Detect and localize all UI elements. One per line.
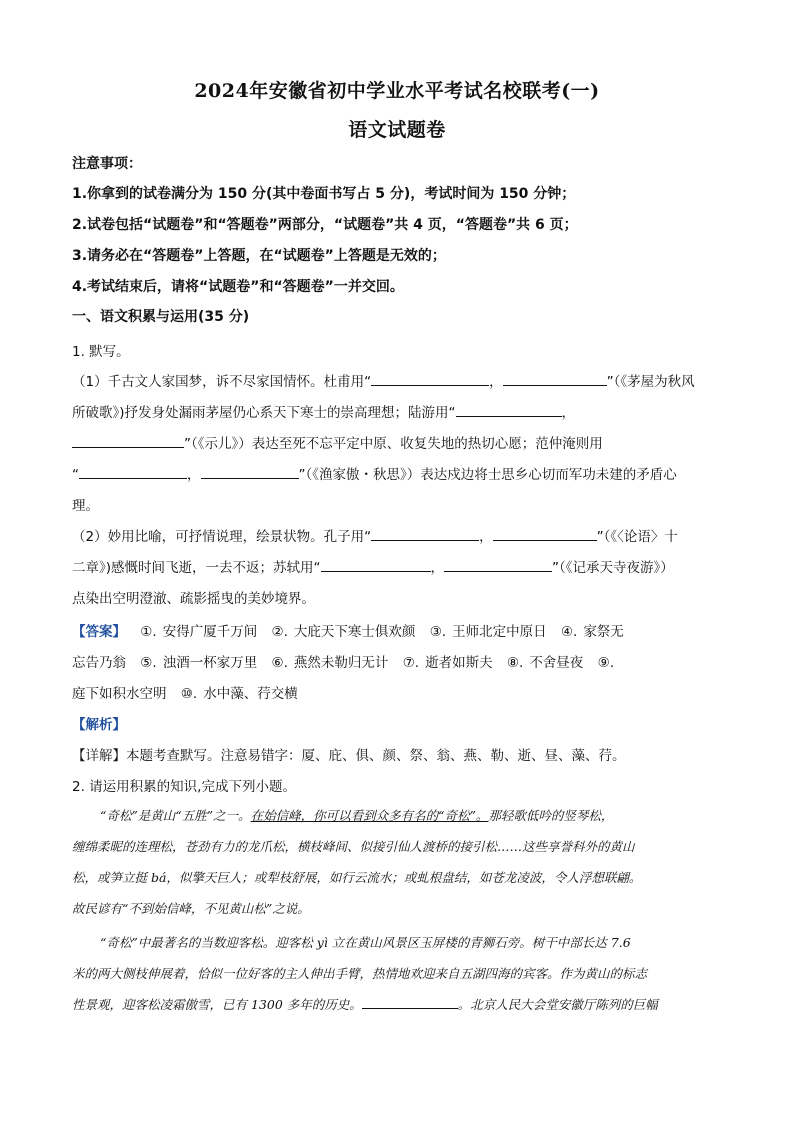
- passage-line: 米的两大侧枝伸展着，恰似一位好客的主人伸出手臂，热情地欢迎来自五湖四海的宾客。作为黄山的标志: [72, 966, 648, 981]
- answer-blank[interactable]: [362, 996, 458, 1009]
- text: ，: [489, 374, 503, 390]
- question-line: 点染出空明澄澈、疏影摇曳的美妙境界。: [72, 591, 315, 607]
- answer-text: 安得广厦千万间: [162, 624, 258, 640]
- notice-item: 3.请务必在“答题卷”上答题，在“试题卷”上答题是无效的；: [72, 248, 446, 264]
- answer-line: [72, 682, 298, 702]
- answer-text: 浊酒一杯家万里: [162, 655, 258, 671]
- answer-mark: ①.: [140, 624, 157, 640]
- answer-text: 不舍昼夜: [529, 655, 584, 671]
- answer-line: [72, 620, 624, 640]
- answer-mark: ⑤.: [140, 655, 157, 671]
- text: ，: [187, 467, 201, 483]
- answer-blank[interactable]: [321, 559, 431, 572]
- text: 。北京人民大会堂安徽厅陈列的巨幅: [457, 997, 658, 1012]
- passage-line: 缠绵柔昵的连理松，苍劲有力的龙爪松，横枝峰间、似接引仙人渡桥的接引松……这些享誉科外的黄山: [72, 839, 635, 854]
- passage-line: “奇松”中最著名的当数迎客松。迎客松 yì 立在黄山风景区玉屏楼的青狮石旁。树干中部长达 7.6: [100, 935, 631, 950]
- text: 那轻歌低吟的竖琴松，: [488, 808, 614, 823]
- answer-text: 水中藻、荇交横: [203, 686, 298, 702]
- answer-line: [72, 651, 620, 671]
- analysis-detail: 【详解】本题考查默写。注意易错字：厦、庇、俱、颜、祭、翁、燕、勒、逝、昼、藻、荇。: [72, 748, 626, 764]
- answer-blank[interactable]: [456, 404, 562, 417]
- answer-blank[interactable]: [72, 435, 184, 448]
- answer-blank[interactable]: [79, 466, 187, 479]
- answer-text: 逝者如斯夫: [425, 655, 493, 671]
- question-line: [72, 463, 677, 483]
- passage-line: 松，或笋立挺 bá，似擎天巨人；或犁枝舒展，如行云流水；或虬根盘结，如苍龙凌波，令人浮想联翩。: [72, 870, 642, 885]
- text: ”（《示儿》）表达至死不忘平定中原、收复失地的热切心愿；范仲淹则用: [184, 436, 603, 452]
- page-subtitle: 语文试题卷: [348, 119, 446, 141]
- question-stem: 1. 默写。: [72, 344, 130, 360]
- answer-mark: ②.: [271, 624, 288, 640]
- answer-text: 王师北定中原日: [452, 624, 547, 640]
- page-title: 2024年安徽省初中学业水平考试名校联考(一): [194, 80, 600, 102]
- answer-text: 忘告乃翁: [72, 655, 126, 671]
- text: （1）千古文人家国梦，诉不尽家国情怀。杜甫用“: [72, 374, 372, 390]
- answer-text: 庭下如积水空明: [72, 686, 167, 702]
- answer-blank[interactable]: [444, 559, 552, 572]
- answer-blank[interactable]: [371, 528, 479, 541]
- text: 性景观，迎客松凌霜傲雪，已有 1300 多年的历史。: [72, 997, 362, 1012]
- question-line: [72, 432, 603, 452]
- question-line: 理。: [72, 498, 99, 514]
- text: ”（《茅屋为秋风: [606, 374, 695, 390]
- answer-blank[interactable]: [201, 466, 299, 479]
- text: ”（《渔家傲・秋思》）表达戍边将士思乡心切而军功未建的矛盾心: [298, 467, 677, 483]
- answer-blank[interactable]: [503, 373, 607, 386]
- question-line: [72, 370, 695, 390]
- text: “: [72, 467, 79, 483]
- analysis-label: 【解析】: [72, 717, 126, 733]
- answer-mark: ④.: [560, 624, 578, 640]
- answer-blank[interactable]: [371, 373, 489, 386]
- notice-item: 2.试卷包括“试题卷”和“答题卷”两部分，“试题卷”共 4 页，“答题卷”共 6 页；: [72, 217, 578, 233]
- answer-text: 家祭无: [583, 624, 624, 640]
- question-stem: 2. 请运用积累的知识,完成下列小题。: [72, 779, 296, 795]
- answer-mark: ③.: [429, 624, 447, 640]
- answer-mark: ⑧.: [506, 655, 524, 671]
- text: 二章》)感慨时间飞逝，一去不返；苏轼用“: [72, 560, 321, 576]
- text: （2）妙用比喻，可抒情说理，绘景状物。孔子用“: [72, 529, 372, 545]
- text: ”（《记承天寺夜游》）: [552, 560, 674, 576]
- text: ”（《〈论语〉十: [596, 529, 678, 545]
- text: ，: [479, 529, 493, 545]
- text: ，: [430, 560, 445, 576]
- answer-text: 燕然未勒归无计: [293, 655, 389, 671]
- underlined-sentence: 在始信峰，你可以看到众多有名的“奇松”。: [250, 808, 489, 823]
- text: 所破歌》)抒发身处漏雨茅屋仍心系天下寒士的崇高理想；陆游用“: [72, 405, 456, 421]
- passage-line: [100, 806, 613, 824]
- question-line: [72, 401, 575, 421]
- question-line: [72, 525, 678, 545]
- passage-line: 故民谚有“不到始信峰，不见黄山松”之说。: [72, 901, 310, 916]
- answer-mark: ⑦.: [402, 655, 420, 671]
- passage-line: [72, 995, 658, 1013]
- answer-mark: ⑩.: [180, 686, 198, 702]
- notice-item: 1.你拿到的试卷满分为 150 分(其中卷面书写占 5 分)，考试时间为 150 分钟；: [72, 186, 576, 202]
- answer-blank[interactable]: [493, 528, 597, 541]
- text: “奇松”是黄山“五胜”之一。: [100, 808, 251, 823]
- notice-item: 4.考试结束后，请将“试题卷”和“答题卷”一并交回。: [72, 279, 404, 295]
- text: ，: [561, 405, 576, 421]
- answer-mark: ⑥.: [271, 655, 288, 671]
- answer-mark: ⑨.: [597, 655, 615, 671]
- section-title: 一、语文积累与运用(35 分): [72, 309, 250, 325]
- question-line: [72, 556, 674, 576]
- answer-text: 大庇天下寒士俱欢颜: [293, 624, 416, 640]
- notice-label: 注意事项：: [72, 156, 142, 172]
- answer-label: 【答案】: [72, 624, 126, 640]
